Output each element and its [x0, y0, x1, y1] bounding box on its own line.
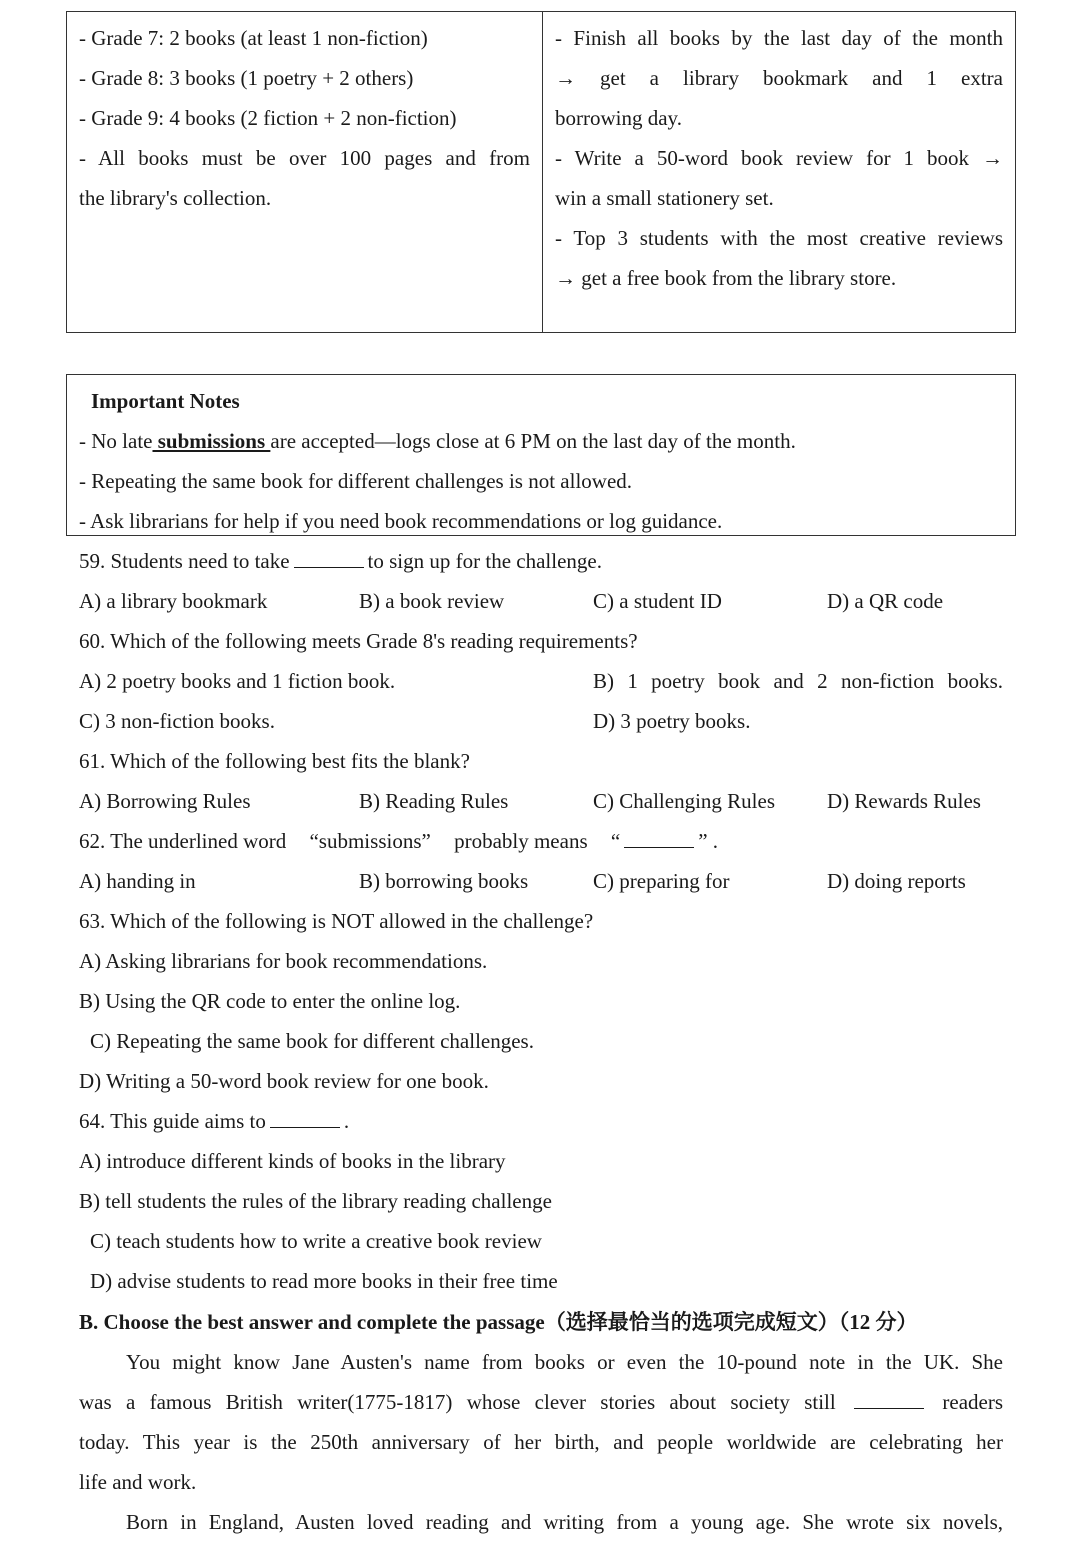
close-quote: ” . [698, 829, 719, 853]
requirements-column [67, 12, 542, 332]
question-stem: 64. This guide aims to [79, 1109, 266, 1133]
q62-option-d: D) doing reports [827, 869, 966, 893]
q63-option-d: D) Writing a 50-word book review for one book. [79, 1069, 489, 1093]
answer-blank [270, 1103, 340, 1128]
q61-option-a: A) Borrowing Rules [79, 789, 251, 813]
question-61: 61. Which of the following best fits the blank? [79, 749, 470, 773]
passage-text: was a famous British writer(1775-1817) whose clever stories about society still [79, 1390, 836, 1414]
reward-line-6: - Top 3 students with the most creative reviews [555, 226, 1003, 250]
q64-option-a: A) introduce different kinds of books in the library [79, 1149, 506, 1173]
q60-option-b: B) 1 poetry book and 2 non-fiction books. [593, 669, 1003, 693]
passage-line-5: Born in England, Austen loved reading and writing from a young age. She wrote six novels, [126, 1510, 1003, 1534]
note-repeating: - Repeating the same book for different challenges is not allowed. [79, 469, 633, 493]
passage [79, 1342, 1003, 1542]
note-late-submissions [79, 421, 1015, 461]
question-stem: . [343, 1109, 350, 1133]
reward-line-3: borrowing day. [555, 106, 682, 130]
open-quote: “ [610, 829, 621, 853]
note-ask-librarians: - Ask librarians for help if you need book recommendations or log guidance. [79, 509, 723, 533]
passage-blank [854, 1384, 924, 1409]
q59-option-c: C) a student ID [593, 589, 722, 613]
q59-option-a: A) a library bookmark [79, 589, 268, 613]
underlined-word-submissions: submissions [152, 429, 271, 453]
q62-option-c: C) preparing for [593, 869, 730, 893]
answer-blank [624, 823, 694, 848]
q64-option-d: D) advise students to read more books in their free time [90, 1269, 558, 1293]
question-stem: 59. Students need to take [79, 549, 290, 573]
q59-option-b: B) a book review [359, 589, 505, 613]
reward-line-1: - Finish all books by the last day of the month [555, 26, 1003, 50]
rule-page-count: - All books must be over 100 pages and from [79, 146, 530, 170]
question-stem: probably means [454, 829, 588, 853]
q61-option-b: B) Reading Rules [359, 789, 509, 813]
note-text: are accepted—logs close at 6 PM on the last day of the month. [270, 429, 796, 453]
important-notes-box [66, 374, 1016, 536]
q63-option-c: C) Repeating the same book for different challenges. [90, 1029, 534, 1053]
rewards-column [542, 12, 1015, 332]
question-stem: to sign up for the challenge. [367, 549, 602, 573]
question-59 [79, 541, 602, 581]
section-b-heading: B. Choose the best answer and complete the passage（选择最恰当的选项完成短文）（12 分） [79, 1310, 918, 1334]
question-stem: 62. The underlined word [79, 829, 287, 853]
reward-line-2: → get a library bookmark and 1 extra [555, 66, 1003, 90]
rule-grade-8: - Grade 8: 3 books (1 poetry + 2 others) [79, 66, 414, 90]
reward-line-4: - Write a 50-word book review for 1 book → [555, 146, 1003, 170]
notes-title: Important Notes [91, 389, 240, 413]
passage-text: readers [942, 1390, 1004, 1414]
passage-line-3: today. This year is the 250th anniversary of her birth, and people worldwide are celebrating her [79, 1430, 1003, 1454]
q64-option-b: B) tell students the rules of the library reading challenge [79, 1189, 552, 1213]
q60-option-a: A) 2 poetry books and 1 fiction book. [79, 669, 396, 693]
answer-blank [294, 543, 364, 568]
q59-option-d: D) a QR code [827, 589, 944, 613]
question-60: 60. Which of the following meets Grade 8's reading requirements? [79, 629, 638, 653]
passage-line-2 [79, 1382, 1003, 1422]
passage-line-1: You might know Jane Austen's name from books or even the 10-pound note in the UK. She [126, 1350, 1003, 1374]
passage-line-4: life and work. [79, 1470, 197, 1494]
q63-option-a: A) Asking librarians for book recommendations. [79, 949, 488, 973]
rules-table [66, 11, 1016, 333]
question-63: 63. Which of the following is NOT allowed in the challenge? [79, 909, 594, 933]
q60-option-d: D) 3 poetry books. [593, 709, 751, 733]
q62-option-a: A) handing in [79, 869, 196, 893]
reward-line-5: win a small stationery set. [555, 186, 774, 210]
q61-option-c: C) Challenging Rules [593, 789, 775, 813]
rule-grade-7: - Grade 7: 2 books (at least 1 non-fiction) [79, 26, 428, 50]
q60-option-c: C) 3 non-fiction books. [79, 709, 275, 733]
question-64 [79, 1101, 349, 1141]
q64-option-c: C) teach students how to write a creative book review [90, 1229, 542, 1253]
q62-option-b: B) borrowing books [359, 869, 529, 893]
reward-line-7: → get a free book from the library store. [555, 266, 897, 290]
rule-grade-9: - Grade 9: 4 books (2 fiction + 2 non-fiction) [79, 106, 457, 130]
q63-option-b: B) Using the QR code to enter the online log. [79, 989, 461, 1013]
quoted-word: “submissions” [309, 829, 431, 853]
note-text: - No late [79, 429, 153, 453]
q61-option-d: D) Rewards Rules [827, 789, 981, 813]
rule-collection: the library's collection. [79, 186, 272, 210]
question-62 [79, 821, 718, 861]
